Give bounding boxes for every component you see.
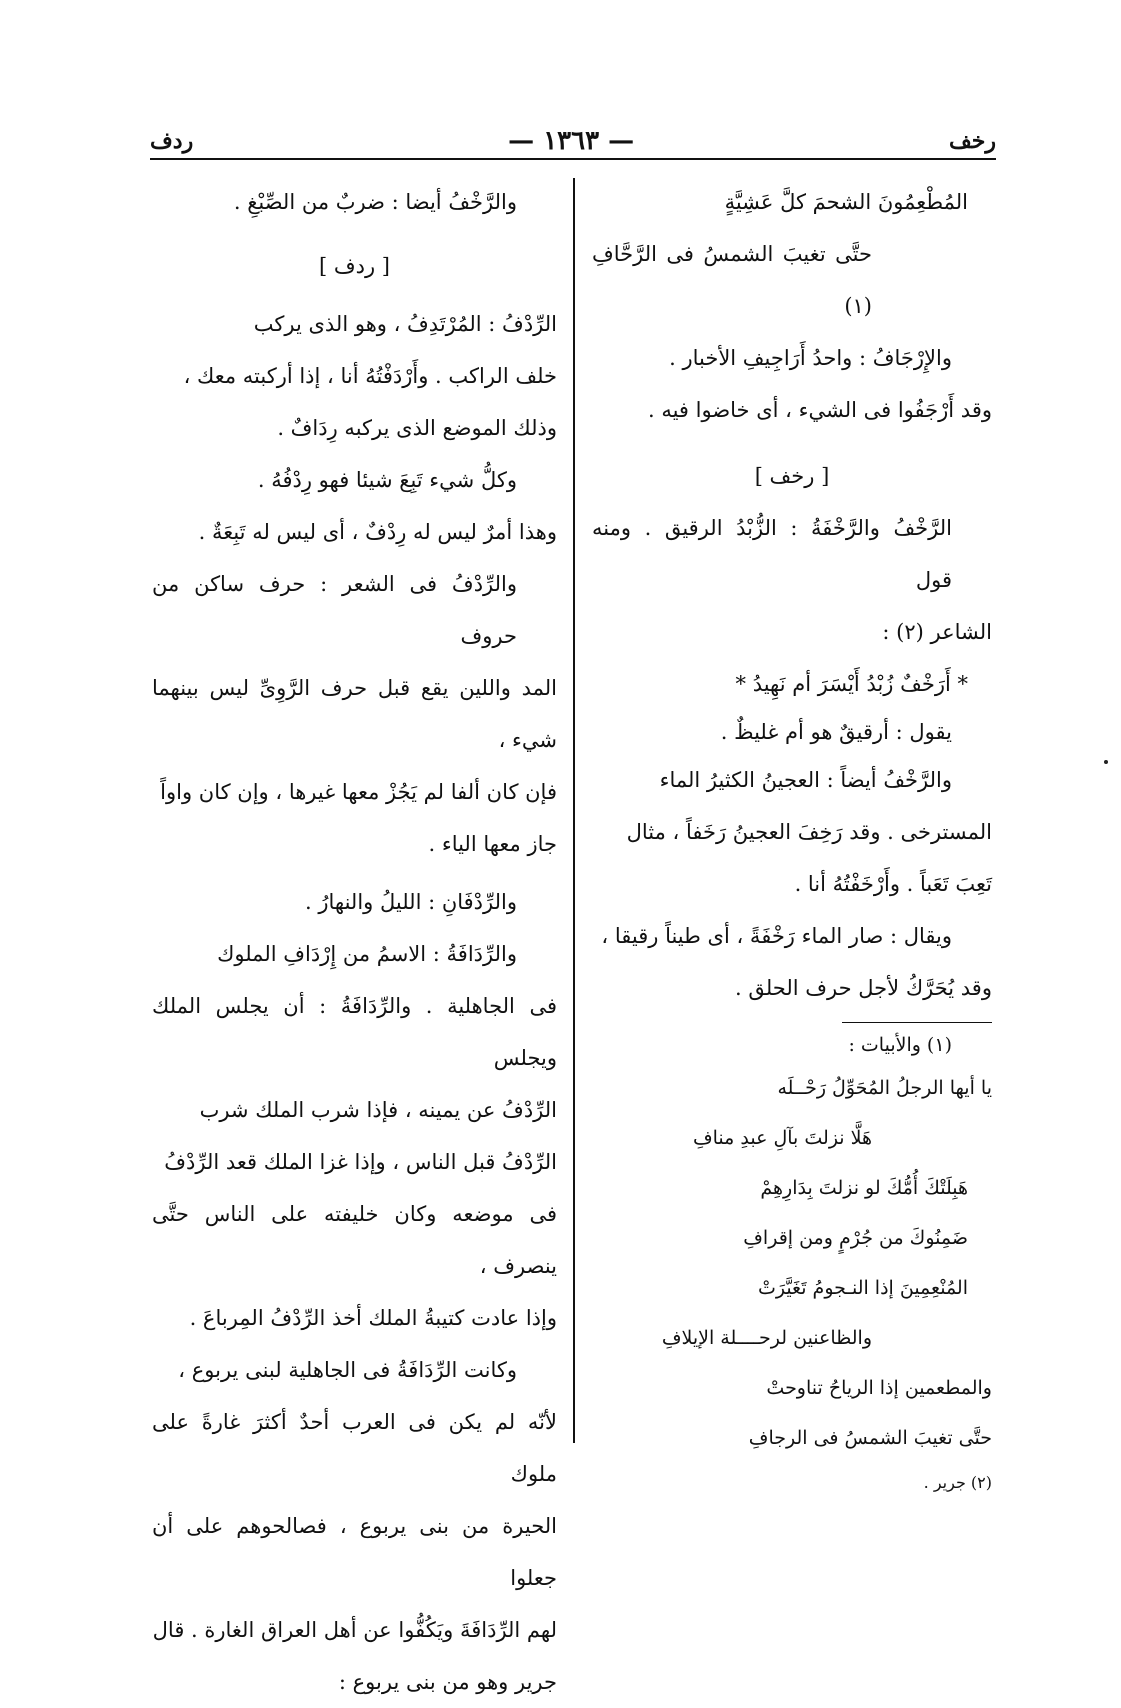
text-line: وهذا أمرٌ ليس له رِدْفٌ ، أى ليس له تَبِعَةٌ .: [198, 520, 557, 544]
text-line: الحيرة من بنى يربوع ، فصالحوهم على أن جعلوا: [152, 1514, 557, 1590]
entry-heading: [ رخف ]: [754, 464, 830, 488]
text-line: خلف الراكب . وأَرْدَفْتُهُ أنا ، إذا أركبته معك ،: [183, 364, 557, 388]
text-line: جرير وهو من بنى يربوع :: [338, 1670, 557, 1694]
text-line: فى الجاهلية . والرِّدَافَةُ : أن يجلس الملك ويجلس: [152, 994, 557, 1070]
footnote-line: والمطعمين إذا الرياحُ تناوحتْ: [766, 1377, 992, 1399]
text-line: والرَّخْفُ أيضاً : العجينُ الكثيرُ الماء: [659, 768, 952, 792]
text-line: فإن كان ألفا لم يَجُزْ معها غيرها ، وإن كان واواً: [160, 780, 557, 804]
text-line: المُطْعِمُونَ الشحمَ كلَّ عَشِيَّةٍ: [724, 190, 968, 214]
footnote-line: يا أيها الرجلُ المُحَوِّلُ رَحْــلَه: [777, 1077, 992, 1099]
text-line: وكانت الرِّدَافَةُ فى الجاهلية لبنى يربوع ،: [178, 1358, 517, 1382]
footnote-line: والظاعنين لرحــــلة الإيلافِ: [661, 1327, 872, 1349]
text-line: وكلُّ شيء تَبِعَ شيئا فهو رِدْفُهُ .: [257, 468, 517, 492]
page-header: [150, 120, 996, 162]
verse-line: * أَرَخْفٌ زُبْدُ أَيْسَرَ أم نَهِيدُ *: [735, 672, 968, 696]
column-divider: [573, 178, 575, 1443]
footnote-line: المُنْعِمِينَ إذا النـجومُ تَغَيَّرَتْ: [757, 1277, 968, 1299]
text-line: الرِّدْفُ عن يمينه ، فإذا شرب الملك شرب: [199, 1098, 557, 1122]
scan-speck: [1104, 760, 1108, 764]
text-line: والإِرْجَافُ : واحدُ أَرَاجِيفِ الأخبار .: [669, 346, 952, 370]
header-rule: [150, 158, 996, 160]
footnote-line: هَبِلَتْكَ أُمُّكَ لو نزلتَ بِدَارِهِمْ: [760, 1177, 968, 1199]
text-line: لأنّه لم يكن فى العرب أحدٌ أكثرَ غارةً على ملوك: [152, 1410, 557, 1486]
footnote-line: حتَّى تغيبَ الشمسُ فى الرجافِ: [748, 1427, 992, 1449]
footnotes: [592, 1027, 992, 1503]
text-line: المسترخى . وقد رَخِفَ العجينُ رَخَفاً ، مثال: [626, 820, 992, 844]
footnote-line: (١) والأبيات :: [848, 1034, 952, 1056]
footnote-line: ضَمِنُوكَ من جُرْمٍ ومن إقرافِ: [743, 1227, 968, 1249]
text-line: يقول : أرقيقٌ هو أم غليظٌ .: [720, 720, 952, 744]
text-line: والرِّدْفَانِ : الليلُ والنهارُ .: [305, 890, 517, 914]
footnote-line: (٢) جرير .: [923, 1473, 992, 1492]
text-line: وقد يُحَرَّكُ لأجل حرف الحلق .: [734, 976, 992, 1000]
text-line: تَعِبَ تَعَباً . وأَرْخَفْتُهُ أنا .: [794, 872, 992, 896]
text-line: الشاعر (٢) :: [882, 620, 992, 644]
text-line: ويقال : صار الماء رَخْفَةً ، أى طيناً رقيقا ،: [601, 924, 952, 948]
header-right-entry: رخف: [949, 128, 996, 154]
text-line: والرِّدَافَةُ : الاسمُ من إِرْدَافِ الملوك: [217, 942, 517, 966]
text-line: الرَّخْفُ والرَّخْفَةُ : الزُّبْدُ الرقيق . ومنه قول: [592, 516, 952, 592]
text-line: فى موضعه وكان خليفته على الناس حتَّى ينصرف ،: [152, 1202, 557, 1278]
text-line: لهم الرِّدَافَةَ ويَكُفُّوا عن أهل العراق الغارة . قال: [152, 1618, 557, 1642]
left-column: [152, 176, 557, 1708]
entry-heading: [ ردف ]: [319, 254, 390, 278]
text-line: الرِّدْفُ : المُرْتَدِفُ ، وهو الذى يركب: [253, 312, 557, 336]
text-line: وقد أَرْجَفُوا فى الشيء ، أى خاضوا فيه .: [647, 398, 992, 422]
text-line: وذلك الموضع الذى يركبه رِدَافٌ .: [277, 416, 557, 440]
right-column: [592, 176, 992, 1503]
text-line: والرِّدْفُ فى الشعر : حرف ساكن من حروف: [152, 572, 517, 648]
text-line: والرَّخْفُ أيضا : ضربٌ من الصِّبْغِ .: [233, 190, 517, 214]
text-line: حتَّى تغيبَ الشمسُ فى الرَّحَّافِ (١): [592, 242, 872, 318]
text-line: الرِّدْفُ قبل الناس ، وإذا غزا الملك قعد الرِّدْفُ: [164, 1150, 557, 1174]
header-left-entry: ردف: [150, 128, 194, 154]
text-line: جاز معها الياء .: [428, 832, 557, 856]
footnote-line: هَلَّا نزلتَ بآلِ عبدِ منافِ: [692, 1127, 872, 1149]
text-line: المد واللين يقع قبل حرف الرَّوِىِّ ليس بينهما شيء ،: [152, 676, 557, 752]
footnote-rule: [842, 1022, 992, 1023]
page-number: — ١٣٦٣ —: [508, 126, 635, 156]
text-line: وإذا عادت كتيبةُ الملك أخذ الرِّدْفُ المِرباعَ .: [189, 1306, 557, 1330]
